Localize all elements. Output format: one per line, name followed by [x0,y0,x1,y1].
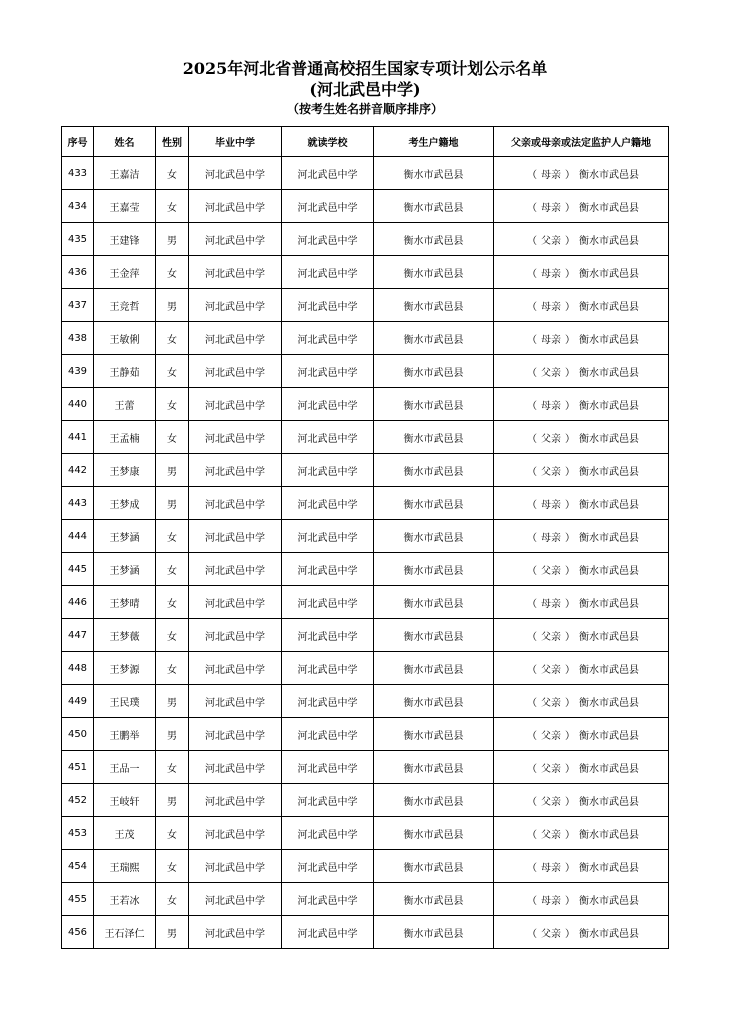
table-header-row [62,127,669,157]
guardian-hukou-place: 衡水市武邑县 [579,499,639,511]
cell-gender: 女 [156,421,189,454]
cell-gender: 女 [156,751,189,784]
cell-student-hukou: 衡水市武邑县 [374,652,494,685]
cell-student-hukou: 衡水市武邑县 [374,784,494,817]
cell-graduation-school: 河北武邑中学 [189,256,282,289]
cell-student-hukou: 衡水市武邑县 [374,289,494,322]
cell-current-school: 河北武邑中学 [282,916,374,949]
document-title: 2025年河北省普通高校招生国家专项计划公示名单 [182,59,548,78]
table-row [62,355,669,388]
cell-serial: 442 [62,454,94,487]
cell-serial: 439 [62,355,94,388]
cell-serial: 435 [62,223,94,256]
cell-serial: 453 [62,817,94,850]
guardian-hukou-place: 衡水市武邑县 [579,433,639,445]
cell-serial: 437 [62,289,94,322]
cell-student-hukou: 衡水市武邑县 [374,322,494,355]
guardian-hukou-place: 衡水市武邑县 [579,466,639,478]
cell-current-school: 河北武邑中学 [282,520,374,553]
guardian-hukou-place: 衡水市武邑县 [579,763,639,775]
cell-name: 王石泽仁 [94,916,156,949]
cell-current-school: 河北武邑中学 [282,817,374,850]
cell-gender: 女 [156,388,189,421]
cell-graduation-school: 河北武邑中学 [189,817,282,850]
cell-gender: 男 [156,223,189,256]
cell-student-hukou: 衡水市武邑县 [374,388,494,421]
cell-current-school: 河北武邑中学 [282,157,374,190]
table-row [62,322,669,355]
cell-current-school: 河北武邑中学 [282,619,374,652]
cell-current-school: 河北武邑中学 [282,256,374,289]
guardian-hukou-place: 衡水市武邑县 [579,400,639,412]
cell-guardian-hukou: （ 父亲 ） 衡水市武邑县 [494,718,669,751]
guardian-relation: 母亲 [541,400,561,412]
guardian-hukou-place: 衡水市武邑县 [579,796,639,808]
cell-graduation-school: 河北武邑中学 [189,388,282,421]
cell-graduation-school: 河北武邑中学 [189,784,282,817]
cell-student-hukou: 衡水市武邑县 [374,421,494,454]
cell-guardian-hukou: （ 母亲 ） 衡水市武邑县 [494,487,669,520]
cell-guardian-hukou: （ 父亲 ） 衡水市武邑县 [494,916,669,949]
cell-guardian-hukou: （ 父亲 ） 衡水市武邑县 [494,553,669,586]
cell-serial: 440 [62,388,94,421]
cell-current-school: 河北武邑中学 [282,223,374,256]
guardian-hukou-place: 衡水市武邑县 [579,169,639,181]
table-row [62,520,669,553]
cell-gender: 女 [156,883,189,916]
cell-gender: 女 [156,850,189,883]
guardian-relation: 母亲 [541,334,561,346]
guardian-hukou-place: 衡水市武邑县 [579,202,639,214]
cell-guardian-hukou: （ 母亲 ） 衡水市武邑县 [494,157,669,190]
guardian-relation: 母亲 [541,268,561,280]
cell-gender: 女 [156,256,189,289]
cell-gender: 男 [156,718,189,751]
cell-serial: 454 [62,850,94,883]
guardian-hukou-place: 衡水市武邑县 [579,895,639,907]
document-subtitle-school: (河北武邑中学) [309,80,421,99]
header-serial: 序号 [62,127,94,157]
cell-current-school: 河北武邑中学 [282,718,374,751]
cell-serial: 447 [62,619,94,652]
guardian-hukou-place: 衡水市武邑县 [579,631,639,643]
guardian-relation: 母亲 [541,598,561,610]
guardian-hukou-place: 衡水市武邑县 [579,565,639,577]
cell-current-school: 河北武邑中学 [282,883,374,916]
cell-serial: 455 [62,883,94,916]
guardian-relation: 母亲 [541,301,561,313]
cell-guardian-hukou: （ 母亲 ） 衡水市武邑县 [494,322,669,355]
cell-serial: 438 [62,322,94,355]
guardian-relation: 母亲 [541,202,561,214]
guardian-hukou-place: 衡水市武邑县 [579,301,639,313]
cell-current-school: 河北武邑中学 [282,784,374,817]
cell-graduation-school: 河北武邑中学 [189,718,282,751]
cell-serial: 450 [62,718,94,751]
guardian-relation: 父亲 [541,928,561,940]
cell-name: 王竞哲 [94,289,156,322]
guardian-hukou-place: 衡水市武邑县 [579,598,639,610]
cell-graduation-school: 河北武邑中学 [189,190,282,223]
cell-name: 王梦晴 [94,586,156,619]
table-row [62,190,669,223]
table-row [62,883,669,916]
cell-graduation-school: 河北武邑中学 [189,289,282,322]
cell-student-hukou: 衡水市武邑县 [374,916,494,949]
table-body [62,157,669,949]
cell-guardian-hukou: （ 父亲 ） 衡水市武邑县 [494,784,669,817]
cell-graduation-school: 河北武邑中学 [189,487,282,520]
cell-name: 王蕾 [94,388,156,421]
guardian-hukou-place: 衡水市武邑县 [579,334,639,346]
cell-guardian-hukou: （ 母亲 ） 衡水市武邑县 [494,850,669,883]
cell-student-hukou: 衡水市武邑县 [374,718,494,751]
cell-serial: 448 [62,652,94,685]
cell-student-hukou: 衡水市武邑县 [374,454,494,487]
header-current-school: 就读学校 [282,127,374,157]
cell-current-school: 河北武邑中学 [282,190,374,223]
cell-guardian-hukou: （ 父亲 ） 衡水市武邑县 [494,751,669,784]
guardian-relation: 父亲 [541,763,561,775]
guardian-relation: 父亲 [541,730,561,742]
cell-name: 王岐轩 [94,784,156,817]
cell-name: 王梦成 [94,487,156,520]
cell-serial: 452 [62,784,94,817]
cell-graduation-school: 河北武邑中学 [189,586,282,619]
cell-name: 王静茹 [94,355,156,388]
cell-guardian-hukou: （ 父亲 ） 衡水市武邑县 [494,355,669,388]
cell-current-school: 河北武邑中学 [282,421,374,454]
header-graduation-school: 毕业中学 [189,127,282,157]
cell-student-hukou: 衡水市武邑县 [374,355,494,388]
guardian-hukou-place: 衡水市武邑县 [579,697,639,709]
table-row [62,685,669,718]
table-row [62,289,669,322]
cell-name: 王梦薇 [94,619,156,652]
cell-student-hukou: 衡水市武邑县 [374,223,494,256]
cell-guardian-hukou: （ 父亲 ） 衡水市武邑县 [494,652,669,685]
cell-gender: 女 [156,619,189,652]
cell-graduation-school: 河北武邑中学 [189,652,282,685]
cell-gender: 女 [156,586,189,619]
admission-list-table [61,126,669,949]
cell-current-school: 河北武邑中学 [282,850,374,883]
cell-guardian-hukou: （ 母亲 ） 衡水市武邑县 [494,883,669,916]
cell-gender: 女 [156,355,189,388]
guardian-relation: 父亲 [541,697,561,709]
cell-gender: 男 [156,454,189,487]
cell-serial: 449 [62,685,94,718]
cell-guardian-hukou: （ 母亲 ） 衡水市武邑县 [494,190,669,223]
cell-name: 王嘉洁 [94,157,156,190]
cell-guardian-hukou: （ 父亲 ） 衡水市武邑县 [494,817,669,850]
cell-guardian-hukou: （ 父亲 ） 衡水市武邑县 [494,223,669,256]
cell-gender: 女 [156,520,189,553]
cell-gender: 女 [156,817,189,850]
header-student-hukou: 考生户籍地 [374,127,494,157]
cell-current-school: 河北武邑中学 [282,487,374,520]
cell-guardian-hukou: （ 母亲 ） 衡水市武邑县 [494,289,669,322]
cell-student-hukou: 衡水市武邑县 [374,619,494,652]
guardian-relation: 父亲 [541,796,561,808]
cell-name: 王嘉莹 [94,190,156,223]
cell-student-hukou: 衡水市武邑县 [374,190,494,223]
guardian-hukou-place: 衡水市武邑县 [579,862,639,874]
cell-current-school: 河北武邑中学 [282,289,374,322]
cell-graduation-school: 河北武邑中学 [189,454,282,487]
guardian-hukou-place: 衡水市武邑县 [579,730,639,742]
cell-graduation-school: 河北武邑中学 [189,751,282,784]
cell-guardian-hukou: （ 父亲 ） 衡水市武邑县 [494,454,669,487]
cell-gender: 女 [156,652,189,685]
cell-graduation-school: 河北武邑中学 [189,619,282,652]
cell-graduation-school: 河北武邑中学 [189,322,282,355]
table-row [62,718,669,751]
guardian-relation: 母亲 [541,169,561,181]
guardian-hukou-place: 衡水市武邑县 [579,829,639,841]
cell-gender: 男 [156,916,189,949]
cell-serial: 443 [62,487,94,520]
cell-student-hukou: 衡水市武邑县 [374,817,494,850]
guardian-relation: 父亲 [541,433,561,445]
guardian-hukou-place: 衡水市武邑县 [579,268,639,280]
table-row [62,454,669,487]
cell-current-school: 河北武邑中学 [282,553,374,586]
guardian-hukou-place: 衡水市武邑县 [579,235,639,247]
cell-student-hukou: 衡水市武邑县 [374,553,494,586]
cell-name: 王金萍 [94,256,156,289]
guardian-relation: 母亲 [541,532,561,544]
table-row [62,652,669,685]
cell-guardian-hukou: （ 母亲 ） 衡水市武邑县 [494,586,669,619]
cell-serial: 445 [62,553,94,586]
cell-gender: 男 [156,487,189,520]
cell-gender: 女 [156,157,189,190]
cell-guardian-hukou: （ 母亲 ） 衡水市武邑县 [494,388,669,421]
cell-graduation-school: 河北武邑中学 [189,685,282,718]
cell-student-hukou: 衡水市武邑县 [374,157,494,190]
table-row [62,751,669,784]
cell-student-hukou: 衡水市武邑县 [374,520,494,553]
cell-student-hukou: 衡水市武邑县 [374,256,494,289]
cell-gender: 男 [156,784,189,817]
cell-guardian-hukou: （ 母亲 ） 衡水市武邑县 [494,520,669,553]
guardian-relation: 父亲 [541,829,561,841]
cell-guardian-hukou: （ 父亲 ） 衡水市武邑县 [494,421,669,454]
table-row [62,817,669,850]
cell-serial: 451 [62,751,94,784]
cell-name: 王孟楠 [94,421,156,454]
guardian-hukou-place: 衡水市武邑县 [579,367,639,379]
cell-student-hukou: 衡水市武邑县 [374,685,494,718]
cell-serial: 434 [62,190,94,223]
cell-name: 王瑞熙 [94,850,156,883]
cell-name: 王茂 [94,817,156,850]
cell-current-school: 河北武邑中学 [282,751,374,784]
cell-graduation-school: 河北武邑中学 [189,355,282,388]
guardian-relation: 父亲 [541,466,561,478]
cell-serial: 456 [62,916,94,949]
guardian-relation: 父亲 [541,664,561,676]
guardian-hukou-place: 衡水市武邑县 [579,928,639,940]
cell-gender: 男 [156,685,189,718]
cell-gender: 女 [156,190,189,223]
header-guardian-hukou: 父亲或母亲或法定监护人户籍地 [494,127,669,157]
table-row [62,850,669,883]
cell-gender: 男 [156,289,189,322]
cell-graduation-school: 河北武邑中学 [189,553,282,586]
table-row [62,223,669,256]
cell-name: 王品一 [94,751,156,784]
cell-current-school: 河北武邑中学 [282,388,374,421]
guardian-relation: 母亲 [541,862,561,874]
cell-guardian-hukou: （ 父亲 ） 衡水市武邑县 [494,619,669,652]
guardian-relation: 母亲 [541,895,561,907]
cell-serial: 441 [62,421,94,454]
table-row [62,388,669,421]
guardian-relation: 父亲 [541,565,561,577]
cell-student-hukou: 衡水市武邑县 [374,751,494,784]
cell-name: 王建锋 [94,223,156,256]
table-row [62,619,669,652]
cell-current-school: 河北武邑中学 [282,652,374,685]
guardian-relation: 母亲 [541,499,561,511]
table-row [62,157,669,190]
document-sort-note: （按考生姓名拼音顺序排序） [286,102,443,116]
guardian-hukou-place: 衡水市武邑县 [579,532,639,544]
table-row [62,256,669,289]
cell-current-school: 河北武邑中学 [282,685,374,718]
cell-current-school: 河北武邑中学 [282,586,374,619]
cell-graduation-school: 河北武邑中学 [189,421,282,454]
cell-name: 王梦康 [94,454,156,487]
cell-graduation-school: 河北武邑中学 [189,883,282,916]
cell-graduation-school: 河北武邑中学 [189,223,282,256]
cell-gender: 女 [156,322,189,355]
cell-graduation-school: 河北武邑中学 [189,520,282,553]
header-name: 姓名 [94,127,156,157]
cell-graduation-school: 河北武邑中学 [189,916,282,949]
cell-student-hukou: 衡水市武邑县 [374,883,494,916]
table-row [62,487,669,520]
cell-guardian-hukou: （ 父亲 ） 衡水市武邑县 [494,685,669,718]
cell-name: 王鹏举 [94,718,156,751]
cell-serial: 433 [62,157,94,190]
cell-serial: 436 [62,256,94,289]
cell-graduation-school: 河北武邑中学 [189,157,282,190]
guardian-hukou-place: 衡水市武邑县 [579,664,639,676]
table-row [62,421,669,454]
cell-current-school: 河北武邑中学 [282,355,374,388]
cell-guardian-hukou: （ 母亲 ） 衡水市武邑县 [494,256,669,289]
cell-name: 王梦源 [94,652,156,685]
cell-name: 王梦涵 [94,553,156,586]
cell-graduation-school: 河北武邑中学 [189,850,282,883]
cell-student-hukou: 衡水市武邑县 [374,850,494,883]
table-row [62,553,669,586]
header-gender: 性别 [156,127,189,157]
guardian-relation: 父亲 [541,631,561,643]
cell-name: 王民璞 [94,685,156,718]
cell-serial: 446 [62,586,94,619]
table-row [62,784,669,817]
cell-gender: 女 [156,553,189,586]
cell-current-school: 河北武邑中学 [282,454,374,487]
cell-student-hukou: 衡水市武邑县 [374,586,494,619]
cell-name: 王敏俐 [94,322,156,355]
cell-name: 王梦涵 [94,520,156,553]
guardian-relation: 父亲 [541,367,561,379]
cell-current-school: 河北武邑中学 [282,322,374,355]
cell-serial: 444 [62,520,94,553]
table-row [62,916,669,949]
cell-student-hukou: 衡水市武邑县 [374,487,494,520]
table-row [62,586,669,619]
cell-name: 王若冰 [94,883,156,916]
guardian-relation: 父亲 [541,235,561,247]
